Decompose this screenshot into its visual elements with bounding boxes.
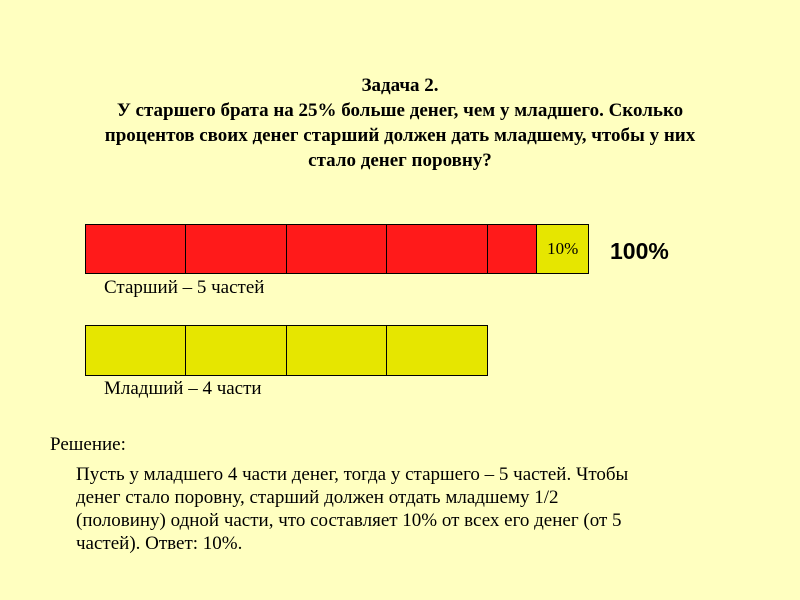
- solution-line-4: частей). Ответ: 10%.: [76, 533, 243, 554]
- task-line-1: У старшего брата на 25% больше денег, чем у младшего. Сколько: [116, 100, 684, 121]
- younger-part-3: [287, 326, 387, 375]
- younger-label: Младший – 4 части: [104, 378, 262, 399]
- younger-brother-bar: [85, 325, 488, 376]
- task-heading: Задача 2.: [361, 75, 439, 96]
- younger-part-2: [186, 326, 286, 375]
- elder-part-5-kept-half: [488, 225, 538, 273]
- total-percent-label: 100%: [610, 238, 669, 264]
- task-statement: [40, 73, 760, 173]
- task-line-2: процентов своих денег старший должен дать младшему, чтобы у них: [104, 125, 696, 146]
- task-line-3: стало денег поровну?: [308, 150, 492, 171]
- elder-part-1: [86, 225, 186, 273]
- elder-part-5-transfer-half: [537, 225, 588, 273]
- solution-text: [76, 463, 756, 555]
- solution-line-1: Пусть у младшего 4 части денег, тогда у старшего – 5 частей. Чтобы: [76, 464, 629, 485]
- elder-part-4: [387, 225, 487, 273]
- elder-part-3: [287, 225, 387, 273]
- elder-part-2: [186, 225, 286, 273]
- solution-line-3: (половину) одной части, что составляет 10% от всех его денег (от 5: [76, 510, 622, 531]
- elder-brother-bar: [85, 224, 589, 274]
- younger-part-1: [86, 326, 186, 375]
- solution-heading: Решение:: [50, 434, 126, 455]
- younger-part-4: [387, 326, 487, 375]
- elder-label: Старший – 5 частей: [104, 277, 265, 298]
- solution-line-2: денег стало поровну, старший должен отдать младшему 1/2: [76, 487, 559, 508]
- transfer-percent-label: 10%: [547, 239, 579, 258]
